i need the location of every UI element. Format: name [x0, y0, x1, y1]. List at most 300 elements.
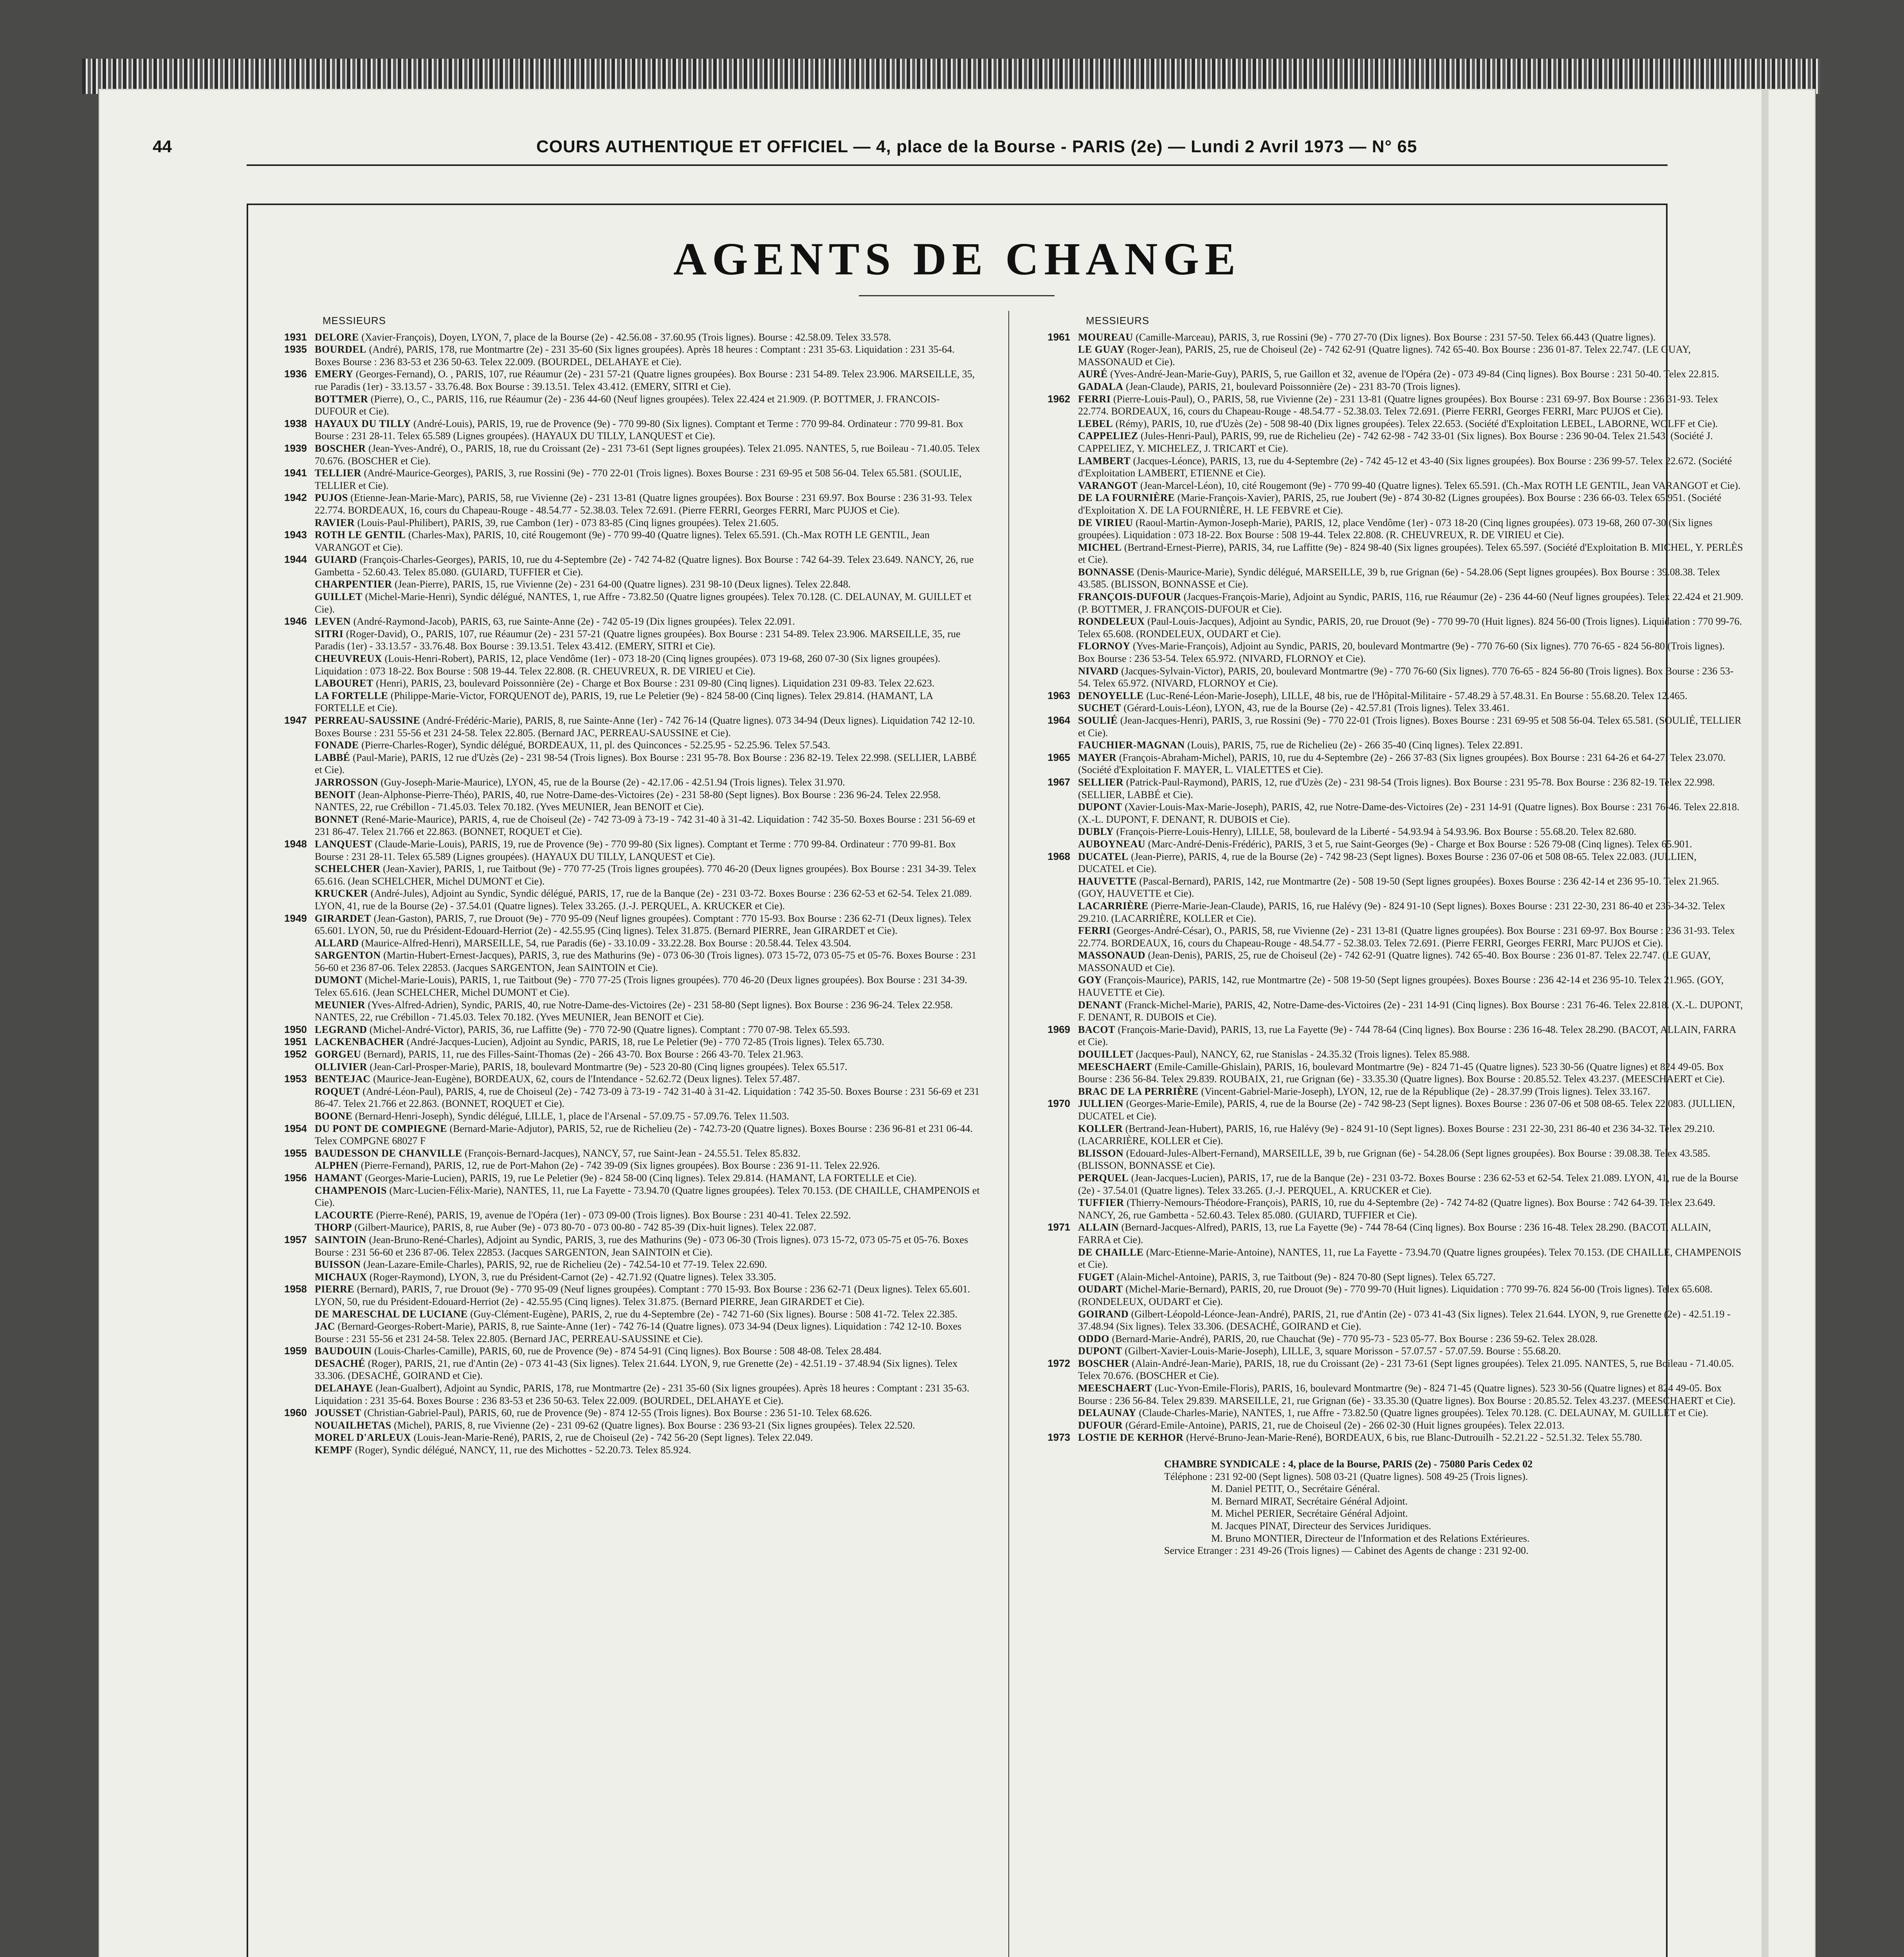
agent-details — [315, 529, 980, 553]
agent-address: (Roger), PARIS, 21, rue d'Antin (2e) - 073 41-43 (Six lignes). Telex 21.644. LYON, 9, rue Grenette (2e) - 42.51.19 - 37.48.94 (Six lignes). Telex 33.306. (DESACHÉ, GOIRAND et Cie). — [315, 1357, 958, 1382]
chambre-telephone: Téléphone : 231 92-00 (Sept lignes). 508 03-21 (Quatre lignes). 508 49-25 (Trois lignes). — [1164, 1470, 1528, 1482]
admission-year — [1027, 430, 1078, 454]
agent-entry — [1027, 665, 1744, 690]
agent-address: (Denis-Maurice-Marie), Syndic délégué, MARSEILLE, 39 b, rue Grignan (6e) - 54.28.06 (Sept lignes groupées). Box Bourse : 39.08.38. Telex 43.585. (BLISSON, BONNASSE et Cie). — [1078, 566, 1720, 590]
admission-year — [264, 751, 315, 776]
agent-details — [1078, 776, 1744, 801]
agent-entry — [264, 442, 980, 467]
agent-entry — [1027, 1085, 1744, 1098]
agent-entry — [1027, 851, 1744, 875]
agent-details — [315, 1036, 980, 1048]
agent-name: DELORE — [315, 331, 359, 343]
agent-entry — [264, 1085, 980, 1110]
admission-year — [1027, 566, 1078, 591]
admission-year: 1960 — [284, 1407, 307, 1419]
agent-entry — [1027, 776, 1744, 801]
agent-details — [315, 578, 980, 591]
agent-details — [315, 1407, 980, 1419]
agent-details — [315, 1184, 980, 1209]
agent-address: (Edouard-Jules-Albert-Fernand), MARSEILLE, 39 b, rue Grignan (6e) - 54.28.06 (Sept lignes groupées). Box Bourse : 39.08.38. Telex 43.585. (BLISSON, BONNASSE et Cie). — [1078, 1147, 1711, 1171]
admission-year — [1027, 1283, 1078, 1308]
agent-entry — [264, 418, 980, 442]
admission-year: 1956 — [284, 1171, 307, 1184]
admission-year: 1972 — [1048, 1357, 1070, 1369]
staff-member: M. Michel PERIER, Secrétaire Général Adjoint. — [1211, 1508, 1408, 1519]
agent-address: (François-Bernard-Jacques), NANCY, 57, rue Saint-Jean - 24.55.51. Telex 85.832. — [465, 1147, 801, 1159]
admission-year — [1027, 924, 1078, 949]
agent-entry — [264, 1036, 980, 1048]
agent-details — [315, 343, 980, 368]
page-number: 44 — [153, 137, 172, 156]
agent-name: DELAUNAY — [1078, 1407, 1136, 1419]
agent-address: (Jacques-Sylvain-Victor), PARIS, 20, boulevard Montmartre (9e) - 770 76-60 (Six lignes). 770 76-65 - 824 56-80 (Trois lignes). Box Bourse : 236 53-54. Telex 65.972. (NIVARD, FLORNOY et Cie). — [1078, 665, 1734, 689]
admission-year — [264, 1221, 315, 1234]
agent-entry — [264, 331, 980, 344]
agent-entry — [1027, 1097, 1744, 1122]
agent-entry — [1027, 1345, 1744, 1357]
agent-name: FLORNOY — [1078, 640, 1130, 652]
agent-address: (Hervé-Bruno-Jean-Marie-René), BORDEAUX, 6 bis, rue Blanc-Dutrouilh - 52.21.22 - 52.51.32. Telex 55.780. — [1186, 1432, 1643, 1443]
agent-name: PIERRE — [315, 1283, 355, 1295]
agent-address: (Gilbert-Léopold-Léonce-Jean-André), PARIS, 21, rue d'Antin (2e) - 073 41-43 (Six lignes). Telex 21.644. LYON, 9, rue Grenette (2e) - 42.51.19 - 37.48.94 (Six lignes). Telex 33.306. (DESACHÉ, GOIRAND et Cie). — [1078, 1308, 1731, 1332]
admission-year — [1027, 1308, 1078, 1333]
admission-year: 1961 — [1048, 331, 1070, 343]
agent-name: CHARPENTIER — [315, 578, 392, 590]
agent-address: (René-Marie-Maurice), PARIS, 4, rue de Choiseul (2e) - 742 73-09 à 73-19 - 742 31-40 à 31-42. Liquidation : 742 35-50. Boxes Bourse : 231 56-69 et 231 86-47. Telex 21.766 et 22.863. (BONNET, ROQUET et Cie). — [315, 813, 975, 838]
admission-year: 1965 — [1048, 751, 1070, 763]
agent-name: HAYAUX DU TILLY — [315, 418, 411, 429]
section-title: AGENTS DE CHANGE — [673, 233, 1241, 285]
agent-details — [1078, 455, 1744, 479]
agent-entry — [264, 393, 980, 418]
agent-entry — [1027, 615, 1744, 640]
agent-entry — [1027, 455, 1744, 479]
agent-address: (François-Charles-Georges), PARIS, 10, rue du 4-Septembre (2e) - 742 74-82 (Quatre lignes). Box Bourse : 742 64-39. Telex 23.649. NANCY, 26, rue Gambetta - 52.60.43. Telex 85.080. (GUIARD, TUFFIER et Cie). — [315, 554, 974, 578]
agent-details — [315, 553, 980, 578]
agent-address: (Camille-Marceau), PARIS, 3, rue Rossini (9e) - 770 27-70 (Dix lignes). Box Bourse : 231 57-50. Telex 66.443 (Quatre lignes). — [1136, 331, 1656, 343]
agent-name: RONDELEUX — [1078, 616, 1145, 627]
agent-entry — [1027, 331, 1744, 344]
admission-year — [1027, 665, 1078, 690]
agent-entry — [1027, 566, 1744, 591]
service-line: Service Etranger : 231 49-26 (Trois lignes) — Cabinet des Agents de change : 231 92-00. — [1164, 1545, 1529, 1557]
admission-year — [264, 1320, 315, 1345]
admission-year — [1027, 1246, 1078, 1271]
agent-address: (Xavier-Louis-Max-Marie-Joseph), PARIS, 42, rue Notre-Dame-des-Victoires (2e) - 231 14-91 (Quatre lignes). Box Bourse : 231 76-46. Telex 22.818. (X.-L. DUPONT, F. DENANT, R. DUBOIS et Cie). — [1078, 801, 1740, 825]
agent-entry — [264, 1184, 980, 1209]
agent-entry — [1027, 825, 1744, 838]
column-header-left: MESSIEURS — [323, 315, 386, 326]
agent-address: (Guy-Clément-Eugène), PARIS, 2, rue du 4-Septembre (2e) - 742 71-60 (Six lignes). Bourse : 508 41-72. Telex 22.385. — [470, 1308, 957, 1320]
agent-entry — [264, 529, 980, 553]
agent-address: (Jean-Gualbert), Adjoint au Syndic, PARIS, 178, rue Montmartre (2e) - 231 35-60 (Six lignes groupées). Après 18 heures : Comptant : 231 35-63. Liquidation : 231 35-64. Boxes Bourse : 236 83-53 et 236 50-63. Telex 22.009. (BOURDEL, DELAHAYE et Cie). — [315, 1382, 970, 1406]
admission-year — [264, 789, 315, 813]
agent-entry — [264, 937, 980, 950]
agent-entry — [1027, 368, 1744, 380]
agent-address: (André-Raymond-Jacob), PARIS, 63, rue Sainte-Anne (2e) - 742 05-19 (Dix lignes groupées). Telex 22.091. — [353, 616, 795, 627]
agent-address: (Etienne-Jean-Marie-Marc), PARIS, 58, rue Vivienne (2e) - 231 13-81 (Quatre lignes groupées). Box Bourse : 231 69.97. Box Bourse : 236 31-93. Telex 22.774. BORDEAUX, 16, cours du Chapeau-Rouge - 48.54.77 - 52.38.03. Telex 72.691. (Pierre FERRI, Georges FERRI, Marc PUJOS et Cie). — [315, 492, 972, 516]
admission-year — [1027, 591, 1078, 615]
agent-name: GADALA — [1078, 380, 1123, 392]
admission-year — [1027, 739, 1078, 751]
agent-address: (Gilbert-Xavier-Louis-Marie-Joseph), LILLE, 3, square Morisson - 57.07.57 - 57.07.59. Bourse : 55.68.20. — [1125, 1345, 1561, 1357]
agent-details — [315, 714, 980, 739]
admission-year — [264, 937, 315, 950]
agent-details — [315, 1085, 980, 1110]
agent-details — [315, 1221, 980, 1234]
agent-address: (Jean-Claude), PARIS, 21, boulevard Poissonnière (2e) - 231 83-70 (Trois lignes). — [1126, 380, 1460, 392]
agent-address: (Bernard), PARIS, 11, rue des Filles-Saint-Thomas (2e) - 266 43-70. Box Bourse : 266 43-70. Telex 21.963. — [364, 1049, 804, 1060]
agent-name: TUFFIER — [1078, 1197, 1124, 1209]
agent-address: (Marc-Lucien-Félix-Marie), NANTES, 11, rue La Fayette - 73.94.70 (Quatre lignes groupées). Telex 70.153. (DE CHAILLE, CHAMPENOIS et Cie). — [315, 1184, 980, 1209]
admission-year — [1027, 949, 1078, 974]
agent-address: (Jean-Jacques-Henri), PARIS, 3, rue Rossini (9e) - 770 22-01 (Trois lignes). Boxes Bourse : 231 69-95 et 508 56-04. Telex 65.581. (SOULIÉ, TELLIER et Cie). — [1078, 715, 1742, 739]
agent-name: LA FORTELLE — [315, 690, 388, 701]
admission-year — [264, 1258, 315, 1271]
agent-address: (Philippe-Marie-Victor, FORQUENOT de), PARIS, 19, rue Le Peletier (9e) - 824 58-00 (Cinq lignes). Telex 29.814. (HAMANT, LA FORTELLE et Cie). — [315, 690, 933, 714]
agent-entry — [1027, 393, 1744, 418]
agent-details — [1078, 517, 1744, 541]
agent-details — [1078, 1308, 1744, 1333]
agent-details — [1078, 1382, 1744, 1407]
admission-year: 1970 — [1048, 1097, 1070, 1110]
agent-name: DUFOUR — [1078, 1419, 1123, 1431]
agent-name: BENOIT — [315, 789, 356, 800]
agent-entry — [1027, 1246, 1744, 1271]
agent-entry — [264, 517, 980, 529]
admission-year — [264, 628, 315, 652]
agent-address: (Bernard-Georges-Robert-Marie), PARIS, 8, rue Sainte-Anne (1er) - 742 76-14 (Quatre lignes). 073 34-94 (Deux lignes). Liquidation : 742 12-10. Boxes Bourse : 231 55-56 et 231 24-58. Telex 22.805. (Bernard JAC, PERREAU-SAUSSINE et Cie). — [315, 1321, 962, 1344]
agent-entry — [264, 1419, 980, 1432]
agent-name: ODDO — [1078, 1333, 1109, 1344]
admission-year — [264, 999, 315, 1024]
admission-year — [1027, 1419, 1078, 1432]
agent-entry — [264, 1123, 980, 1147]
agent-entry — [1027, 640, 1744, 665]
agent-entry — [1027, 1333, 1744, 1345]
agent-entry — [264, 1431, 980, 1444]
admission-year — [264, 1271, 315, 1283]
agent-entry — [264, 1283, 980, 1308]
agent-entry — [264, 1308, 980, 1321]
admission-year — [1027, 838, 1078, 851]
agent-list-left — [264, 331, 980, 1456]
admission-year — [264, 1382, 315, 1407]
agent-name: FRANÇOIS-DUFOUR — [1078, 591, 1181, 603]
admission-year — [264, 1419, 315, 1432]
agent-address: (Jean-Bruno-René-Charles), Adjoint au Syndic, PARIS, 3, rue des Mathurins (9e) - 073 06-30 (Trois lignes). 073 15-72, 073 05-75 et 05-76. Boxes Bourse : 231 56-60 et 236 87-06. Telex 22853. (Jacques SARGENTON, Jean SAINTOIN et Cie). — [315, 1234, 968, 1258]
agent-name: AUBOYNEAU — [1078, 838, 1146, 850]
agent-entry — [264, 467, 980, 492]
agent-name: PUJOS — [315, 492, 348, 504]
agent-entry — [264, 912, 980, 937]
agent-entry — [1027, 838, 1744, 851]
agent-details — [1078, 418, 1744, 430]
agent-address: (Louis-Jean-Marie-René), PARIS, 2, rue de Choiseul (2e) - 742 56-20 (Sept lignes). Telex 22.049. — [413, 1432, 813, 1443]
agent-name: SAINTOIN — [315, 1234, 367, 1245]
agent-details — [1078, 479, 1744, 492]
agent-details — [1078, 1123, 1744, 1147]
agent-name: LACOURTE — [315, 1209, 374, 1221]
agent-entry — [1027, 418, 1744, 430]
agent-name: LOSTIE DE KERHOR — [1078, 1432, 1184, 1443]
admission-year — [264, 974, 315, 998]
admission-year — [264, 1184, 315, 1209]
agent-name: BOTTMER — [315, 393, 368, 405]
agent-name: DENANT — [1078, 999, 1122, 1011]
agent-name: BOONE — [315, 1110, 353, 1122]
agent-address: (Gérard-Emile-Antoine), PARIS, 21, rue de Choiseul (2e) - 266 02-30 (Huit lignes groupées). Telex 22.013. — [1125, 1419, 1565, 1431]
admission-year — [1027, 455, 1078, 479]
agent-name: BAUDESSON DE CHANVILLE — [315, 1147, 462, 1159]
agent-entry — [1027, 1357, 1744, 1382]
staff-member: M. Jacques PINAT, Directeur des Services Juridiques. — [1211, 1520, 1431, 1532]
agent-name: BOSCHER — [315, 442, 366, 454]
agent-address: (Jules-Henri-Paul), PARIS, 99, rue de Richelieu (2e) - 742 62-98 - 742 33-01 (Six lignes). Box Bourse : 236 90-04. Telex 21.543. (Société J. CAPPELIEZ, Y. MICHELEZ, J. TRICART et Cie). — [1078, 430, 1713, 454]
chambre-title: CHAMBRE SYNDICALE : 4, place de la Bourse, PARIS (2e) - 75080 Paris Cedex 02 — [1164, 1458, 1533, 1470]
agent-address: (André-Louis), PARIS, 19, rue de Provence (9e) - 770 99-80 (Six lignes). Comptant et Terme : 770 99-84. Ordinateur : 770 99-81. Box Bourse : 231 28-11. Telex 65.589 (Lignes groupées). (HAYAUX DU TILLY, LANQUEST et Cie). — [315, 418, 963, 442]
agent-entry — [264, 1172, 980, 1184]
agent-entry — [1027, 924, 1744, 949]
agent-details — [1078, 331, 1744, 344]
column-header-right: MESSIEURS — [1086, 315, 1150, 326]
agent-address: (Jean-Alphonse-Pierre-Théo), PARIS, 40, rue Notre-Dame-des-Victoires (2e) - 231 58-80 (Sept lignes). Box Bourse : 236 96-24. Telex 22.958. NANTES, 22, rue Crébillon - 71.45.03. Telex 70.182. (Yves MEUNIER, Jean BENOIT et Cie). — [315, 789, 941, 813]
agent-details — [1078, 1172, 1744, 1197]
agent-entry — [1027, 1147, 1744, 1172]
agent-address: (Louis), PARIS, 75, rue de Richelieu (2e) - 266 35-40 (Cinq lignes). Telex 22.891. — [1187, 739, 1523, 751]
agent-name: GORGEU — [315, 1049, 361, 1060]
admission-year: 1951 — [284, 1036, 307, 1048]
admission-year — [264, 1061, 315, 1073]
agent-details — [315, 937, 980, 950]
agent-entry — [264, 974, 980, 998]
agent-name: BRAC DE LA PERRIÈRE — [1078, 1085, 1199, 1097]
admission-year — [264, 690, 315, 714]
agent-name: BLISSON — [1078, 1147, 1124, 1159]
agent-entry — [264, 1271, 980, 1283]
agent-address: (Gérard-Louis-Léon), LYON, 43, rue de la Bourse (2e) - 42.57.81 (Trois lignes). Telex 33.461. — [1123, 702, 1509, 714]
agent-entry — [1027, 739, 1744, 751]
agent-details — [315, 492, 980, 516]
agent-details — [1078, 751, 1744, 776]
agent-name: JARROSSON — [315, 776, 378, 788]
admission-year: 1939 — [284, 442, 307, 454]
admission-year — [1027, 875, 1078, 900]
agent-entry — [264, 1345, 980, 1357]
admission-year: 1944 — [284, 553, 307, 566]
agent-entry — [1027, 591, 1744, 615]
admission-year: 1938 — [284, 417, 307, 429]
chambre-syndicale — [1027, 1458, 1744, 1557]
staff-list — [1086, 1483, 1744, 1544]
agent-details — [1078, 1345, 1744, 1357]
agent-address: (Claude-Charles-Marie), NANTES, 1, rue Affre - 73.82.50 (Quatre lignes groupées). Telex 70.128. (C. DELAUNAY, M. GUILLET et Cie). — [1139, 1407, 1709, 1419]
agent-name: LEVEN — [315, 616, 351, 627]
agent-name: LANQUEST — [315, 838, 373, 850]
agent-address: (Jean-Yves-André), O., PARIS, 18, rue du Croissant (2e) - 231 73-61 (Sept lignes groupées). Telex 21.095. NANTES, 5, rue Boileau - 71.40.05. Telex 70.676. (BOSCHER et Cie). — [315, 442, 980, 467]
agent-address: (Martin-Hubert-Ernest-Jacques), PARIS, 3, rue des Mathurins (9e) - 073 06-30 (Trois lignes). 073 15-72, 073 05-75 et 05-76. Boxes Bourse : 231 56-60 et 236 87-06. Telex 22853. (Jacques SARGENTON, Jean SAINTOIN et Cie). — [315, 950, 977, 973]
admission-year: 1947 — [284, 714, 307, 726]
agent-details — [1078, 1407, 1744, 1419]
agent-details — [315, 863, 980, 887]
admission-year — [1027, 1407, 1078, 1419]
agent-details — [1078, 1024, 1744, 1048]
agent-name: SUCHET — [1078, 702, 1121, 714]
agent-name: BUISSON — [315, 1259, 361, 1270]
left-column — [264, 315, 980, 1456]
agent-entry — [264, 1048, 980, 1061]
agent-name: FONADE — [315, 739, 359, 751]
admission-year — [264, 677, 315, 690]
agent-name: GIRARDET — [315, 912, 371, 924]
agent-entry — [1027, 1123, 1744, 1147]
agent-name: DELAHAYE — [315, 1382, 373, 1394]
admission-year — [264, 949, 315, 974]
agent-name: NOUAILHETAS — [315, 1419, 391, 1431]
agent-address: (Marie-François-Xavier), PARIS, 25, rue Joubert (9e) - 874 30-82 (Lignes groupées). Box Bourse : 236 66-03. Telex 65.951. (Société d'Exploitation X. DE LA FOURNIÈRE, H. LE FEBVRE et Cie). — [1078, 492, 1722, 516]
agent-name: ROTH LE GENTIL — [315, 529, 406, 541]
agent-entry — [1027, 1197, 1744, 1221]
agent-details — [315, 776, 980, 789]
admission-year — [1027, 1147, 1078, 1172]
agent-name: GOIRAND — [1078, 1308, 1129, 1320]
admission-year — [264, 578, 315, 591]
admission-year — [1027, 999, 1078, 1024]
agent-address: (Pierre), O., C., PARIS, 116, rue Réaumur (2e) - 236 44-60 (Neuf lignes groupées). Telex 22.424 et 21.909. (P. BOTTMER, J. FRANCOIS-DUFOUR et Cie). — [315, 393, 940, 417]
agent-entry — [1027, 1382, 1744, 1407]
agent-details — [1078, 591, 1744, 615]
agent-name: EMERY — [315, 368, 353, 380]
admission-year: 1942 — [284, 492, 307, 504]
agent-details — [315, 1061, 980, 1073]
agent-address: (Jean-Pierre), PARIS, 4, rue de la Bourse (2e) - 742 98-23 (Sept lignes). Boxes Bourse : 236 07-06 et 508 08-65. Telex 22.083. (JULLIEN, DUCATEL et Cie). — [1078, 851, 1697, 875]
admission-year — [264, 1431, 315, 1444]
admission-year — [264, 517, 315, 529]
agent-details — [315, 1024, 980, 1036]
agent-details — [315, 1209, 980, 1222]
agent-address: (Bernard), PARIS, 7, rue Drouot (9e) - 770 95-09 (Neuf lignes groupées). Comptant : 770 15-93. Box Bourse : 236 62-71 (Deux lignes). Telex 65.601. LYON, 50, rue du Président-Edouard-Herriot (2e) - 42.55.95 (Cinq lignes). Telex 31.875. (Bernard PIERRE, Jean GIRARDET et Cie). — [315, 1283, 970, 1307]
agent-address: (François-Marie-David), PARIS, 13, rue La Fayette (9e) - 744 78-64 (Cinq lignes). Box Bourse : 236 16-48. Telex 28.290. (BACOT, ALLAIN, FARRA et Cie). — [1078, 1024, 1736, 1048]
agent-address: (André-Frédéric-Marie), PARIS, 8, rue Sainte-Anne (1er) - 742 76-14 (Quatre lignes). 073 34-94 (Deux lignes). Liquidation 742 12-10. Boxes Bourse : 231 55-56 et 231 24-58. Telex 22.805. (Bernard JAC, PERREAU-SAUSSINE et Cie). — [315, 715, 975, 739]
admission-year — [264, 813, 315, 838]
agent-details — [315, 628, 980, 652]
agent-details — [315, 1283, 980, 1308]
agent-name: CAPPELIEZ — [1078, 430, 1138, 442]
agent-name: JAC — [315, 1321, 335, 1332]
title-underline — [859, 295, 1055, 296]
agent-details — [315, 912, 980, 937]
admission-year — [264, 1085, 315, 1110]
agent-details — [315, 467, 980, 492]
admission-year — [1027, 418, 1078, 430]
agent-details — [315, 1172, 980, 1184]
agent-entry — [1027, 343, 1744, 368]
agent-details — [1078, 900, 1744, 924]
agent-entry — [264, 1382, 980, 1407]
agent-entry — [264, 1444, 980, 1456]
admission-year — [264, 1308, 315, 1321]
agent-address: (Roger-Raymond), LYON, 3, rue du Président-Carnot (2e) - 42.71.92 (Quatre lignes). Telex 33.305. — [370, 1271, 776, 1283]
agent-entry — [264, 1357, 980, 1382]
agent-address: (Bernard-Jacques-Alfred), PARIS, 13, rue La Fayette (9e) - 744 78-64 (Cinq lignes). Box Bourse : 236 16-48. Telex 28.290. (BACOT, ALLAIN, FARRA et Cie). — [1078, 1222, 1711, 1245]
agent-details — [315, 1308, 980, 1321]
agent-entry — [264, 343, 980, 368]
agent-entry — [1027, 949, 1744, 974]
agent-details — [1078, 1097, 1744, 1122]
agent-address: (Charles-Max), PARIS, 10, cité Rougemont (9e) - 770 99-40 (Quatre lignes). Telex 65.591. (Ch.-Max ROTH LE GENTIL, Jean VARANGOT et Cie). — [315, 529, 930, 553]
right-column — [1027, 315, 1744, 1557]
agent-entry — [1027, 430, 1744, 454]
agent-entry — [264, 591, 980, 615]
agent-entry — [264, 677, 980, 690]
agent-address: (Claude-Marie-Louis), PARIS, 19, rue de Provence (9e) - 770 99-80 (Six lignes). Comptant et Terme : 770 99-84. Ordinateur : 770 99-81. Box Bourse : 231 28-11. Telex 65.589 (Lignes groupées). (HAYAUX DU TILLY, LANQUEST et Cie). — [315, 838, 956, 862]
admission-year — [1027, 801, 1078, 825]
agent-details — [1078, 368, 1744, 380]
agent-name: MEUNIER — [315, 999, 366, 1011]
agent-name: BONNASSE — [1078, 566, 1135, 578]
agent-name: SELLIER — [1078, 776, 1124, 788]
agent-address: (Jean-Gaston), PARIS, 7, rue Drouot (9e) - 770 95-09 (Neuf lignes groupées). Comptant : 770 15-93. Box Bourse : 236 62-71 (Deux lignes). Telex 65.601. LYON, 50, rue du Président-Edouard-Herriot (2e) - 42.55.95 (Cinq lignes). Telex 31.875. (Bernard PIERRE, Jean GIRARDET et Cie). — [315, 912, 972, 937]
agent-details — [1078, 615, 1744, 640]
agent-address: (Michel-Marie-Louis), PARIS, 1, rue Taitbout (9e) - 770 77-25 (Trois lignes groupées). 770 46-20 (Deux lignes groupées). Box Bourse : 231 34-39. Telex 65.616. (Jean SCHELCHER, Michel DUMONT et Cie). — [315, 974, 967, 998]
agent-details — [315, 652, 980, 677]
admission-year — [1027, 1345, 1078, 1357]
staff-member: M. Daniel PETIT, O., Secrétaire Général. — [1211, 1483, 1380, 1495]
agent-entry — [1027, 1271, 1744, 1283]
agent-address: (Jean-Carl-Prosper-Marie), PARIS, 18, boulevard Montmartre (9e) - 523 20-80 (Cinq lignes groupées). Telex 65.517. — [370, 1061, 847, 1072]
agent-details — [1078, 1061, 1744, 1085]
agent-name: CHAMPENOIS — [315, 1184, 387, 1196]
agent-address: (Bertrand-Ernest-Pierre), PARIS, 34, rue Laffitte (9e) - 824 98-40 (Six lignes groupées). Telex 65.597. (Société d'Exploitation B. MICHEL, Y. PERLÈS et Cie). — [1078, 541, 1743, 566]
admission-year: 1952 — [284, 1048, 307, 1060]
agent-address: (Bertrand-Jean-Hubert), PARIS, 16, rue Halévy (9e) - 824 91-10 (Sept lignes). Boxes Bourse : 231 22-30, 231 86-40 et 236 34-32. Telex 29.210. (LACARRIÈRE, KOLLER et Cie). — [1078, 1123, 1715, 1147]
agent-entry — [264, 813, 980, 838]
agent-address: (Maurice-Jean-Eugène), BORDEAUX, 62, cours de l'Intendance - 52.62.72 (Deux lignes). Telex 57.487. — [373, 1073, 800, 1085]
agent-details — [315, 591, 980, 615]
agent-address: (François-Maurice), PARIS, 142, rue Montmartre (2e) - 508 19-50 (Sept lignes groupées). Boxes Bourse : 236 42-14 et 236 95-10. Telex 21.965. (GOY, HAUVETTE et Cie). — [1078, 974, 1724, 998]
agent-details — [1078, 801, 1744, 825]
agent-entry — [264, 789, 980, 813]
agent-name: GUIARD — [315, 554, 357, 566]
agent-entry — [1027, 479, 1744, 492]
agent-address: (André-Maurice-Georges), PARIS, 3, rue Rossini (9e) - 770 22-01 (Trois lignes). Boxes Bourse : 231 69-95 et 508 56-04. Telex 65.581. (SOULIE, TELLIER et Cie). — [315, 467, 962, 491]
admission-year: 1948 — [284, 838, 307, 850]
agent-name: DE LA FOURNIÈRE — [1078, 492, 1175, 504]
admission-year: 1957 — [284, 1233, 307, 1245]
admission-year — [1027, 368, 1078, 380]
agent-details — [315, 368, 980, 393]
agent-name: GOY — [1078, 974, 1102, 986]
agent-address: (Jean-Xavier), PARIS, 1, rue Taitbout (9e) - 770 77-25 (Trois lignes groupées). 770 46-20 (Deux lignes groupées). Box Bourse : 231 34-39. Telex 65.616. (Jean SCHELCHER, Michel DUMONT et Cie). — [315, 863, 976, 887]
admission-year — [264, 863, 315, 887]
agent-address: (Jacques-François-Marie), Adjoint au Syndic, PARIS, 116, rue Réaumur (2e) - 236 44-60 (Neuf lignes groupées). Telex 22.424 et 21.909. (P. BOTTMER, J. FRANÇOIS-DUFOUR et Cie). — [1078, 591, 1744, 615]
admission-year — [1027, 1333, 1078, 1345]
agent-name: HAUVETTE — [1078, 875, 1137, 887]
agent-name: AURÉ — [1078, 368, 1108, 380]
admission-year — [1027, 825, 1078, 838]
agent-address: (Franck-Michel-Marie), PARIS, 42, Notre-Dame-des-Victoires (2e) - 231 14-91 (Cinq lignes). Box Bourse : 231 76-46. Telex 22.818. (X.-L. DUPONT, F. DENANT, R. DUBOIS et Cie). — [1078, 999, 1743, 1023]
agent-entry — [1027, 974, 1744, 998]
admission-year: 1964 — [1048, 714, 1070, 726]
agent-entry — [1027, 517, 1744, 541]
agent-name: CHEUVREUX — [315, 653, 382, 665]
agent-details — [315, 1271, 980, 1283]
agent-name: MICHAUX — [315, 1271, 367, 1283]
agent-name: BENTEJAC — [315, 1073, 371, 1085]
agent-entry — [264, 751, 980, 776]
agent-entry — [264, 578, 980, 591]
admission-year — [1027, 479, 1078, 492]
